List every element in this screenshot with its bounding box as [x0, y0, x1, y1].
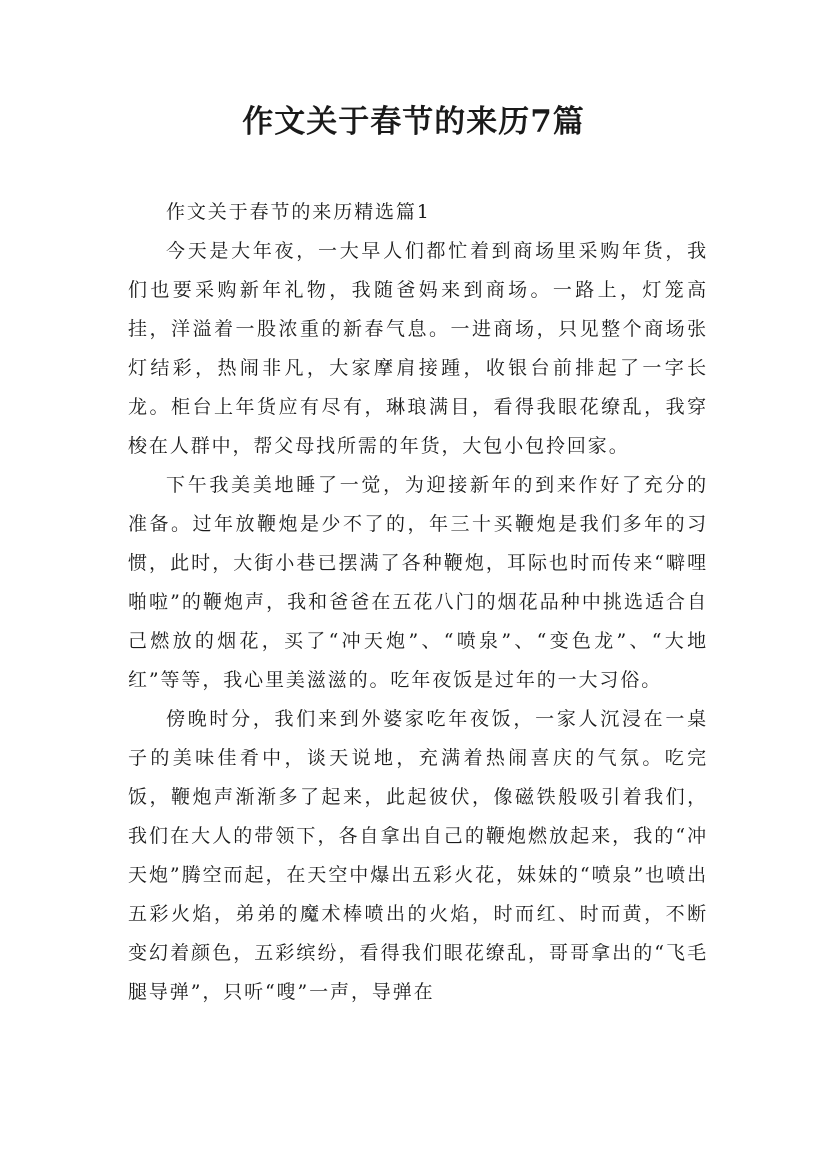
paragraph-1: 今天是大年夜，一大早人们都忙着到商场里采购年货，我们也要采购新年礼物，我随爸妈来到商场。一路上，灯笼高挂，洋溢着一股浓重的新春气息。一进商场，只见整个商场张灯结彩，热闹非凡，大家摩肩接踵，收银台前排起了一字长龙。柜台上年货应有尽有，琳琅满目，看得我眼花缭乱，我穿梭在人群中，帮父母找所需的年货，大包小包拎回家。	[128, 240, 708, 457]
paragraph-3: 傍晚时分，我们来到外婆家吃年夜饭，一家人沉浸在一桌子的美味佳肴中，谈天说地，充满着热闹喜庆的气氛。吃完饭，鞭炮声渐渐多了起来，此起彼伏，像磁铁般吸引着我们，我们在大人的带领下，各自拿出自己的鞭炮燃放起来，我的“冲天炮”腾空而起，在天空中爆出五彩火花，妹妹的“喷泉”也喷出五彩火焰，弟弟的魔术棒喷出的火焰，时而红、时而黄，不断变幻着颜色，五彩缤纷，看得我们眼花缭乱，哥哥拿出的“飞毛腿导弹”，只听“嗖”一声，导弹在	[128, 708, 708, 1003]
section-heading: 作文关于春节的来历精选篇1	[166, 201, 431, 223]
paragraph-2: 下午我美美地睡了一觉，为迎接新年的到来作好了充分的准备。过年放鞭炮是少不了的，年三十买鞭炮是我们多年的习惯，此时，大街小巷已摆满了各种鞭炮，耳际也时而传来“噼哩啪啦”的鞭炮声，我和爸爸在五花八门的烟花品种中挑选适合自己燃放的烟花，买了“冲天炮”、“喷泉”、“变色龙”、“大地红”等等，我心里美滋滋的。吃年夜饭是过年的一大习俗。	[128, 474, 708, 691]
document-title: 作文关于春节的来历7篇	[242, 104, 585, 140]
document-body	[128, 193, 708, 1012]
